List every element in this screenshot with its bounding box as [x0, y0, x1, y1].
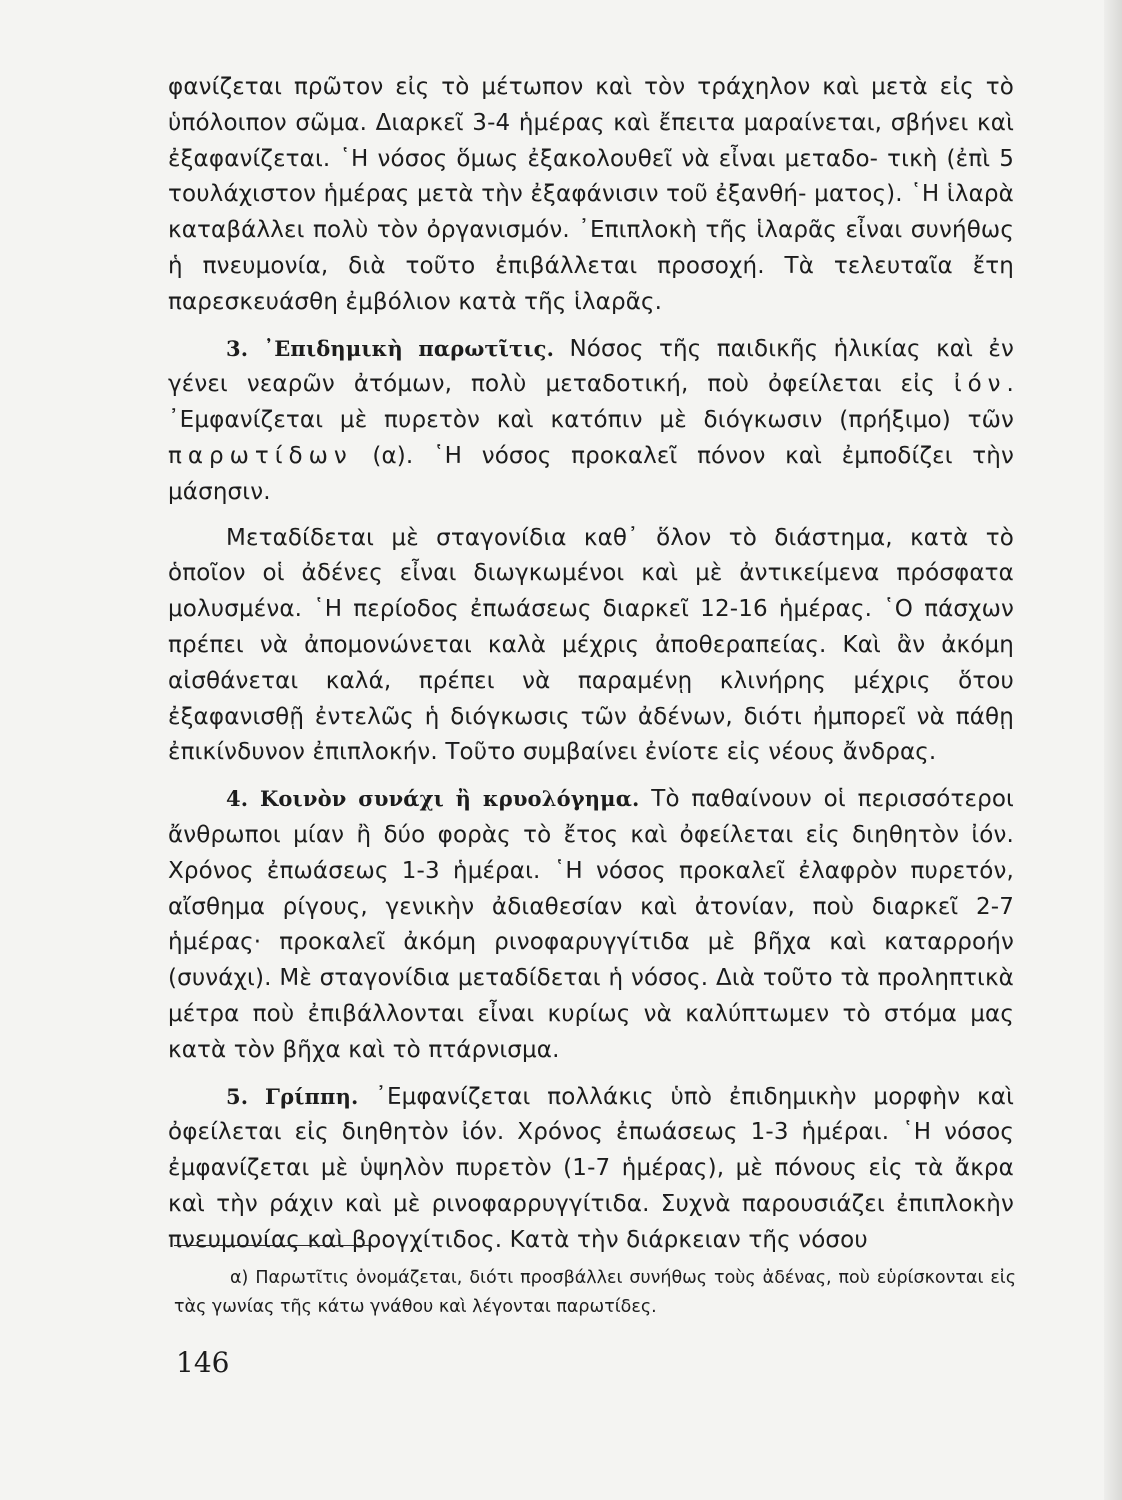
intro-line: φανίζεται πρῶτον εἰς τὸ μέτωπον καὶ τὸν τράχηλον καὶ μετὰ εἰς — [168, 74, 974, 100]
section-3-text: . ᾿Εμφανίζεται μὲ πυρετὸν καὶ κατόπιν μὲ διόγκωσιν (πρήξιμο) τῶν — [168, 371, 1014, 434]
page-body — [168, 70, 1014, 1259]
footnote-rule — [174, 1245, 372, 1246]
section-3-paragraph — [168, 331, 1014, 511]
page-number: 146 — [176, 1346, 230, 1379]
section-4-text: Τὸ παθαίνουν οἱ περισσότεροι ἄνθρωποι μίαν ἢ δύο φορὰς τὸ ἔτος καὶ ὀφείλεται εἰς διηθητὸν ἰόν. Χρόνος ἐπωάσεως 1-3 ἡμέραι. ῾Η νόσος προκαλεῖ ἐλαφρὸν πυρετόν, αἴσθημα ρίγους, γενικὴν ἀδιαθεσίαν καὶ ἀτονίαν, ποὺ διαρκεῖ 2-7 ἡμέρας· προκαλεῖ ἀκόμη ρινοφαρυγγίτιδα μὲ βῆχα καὶ καταρροήν (συνάχι). Μὲ σταγονίδια μεταδίδεται ἡ νόσος. Διὰ τοῦτο τὰ προληπτικὰ μέτρα ποὺ ἐπιβάλλονται εἶναι κυρίως νὰ καλύπτωμεν τὸ στόμα μας κατὰ τὸν βῆχα καὶ τὸ πτάρνισμα. — [168, 786, 1014, 1063]
intro-line: ματος). ῾Η ἱλαρὰ καταβάλλει πολὺ τὸν ὀργανισμόν. ᾿Επιπλοκὴ τῆς — [168, 181, 1014, 244]
section-5-heading: 5. Γρίππη. — [226, 1083, 359, 1109]
intro-line: σβήνει καὶ ἐξαφανίζεται. ῾Η νόσος ὅμως ἐξακολουθεῖ νὰ εἶναι μεταδο- — [168, 109, 1014, 172]
page-edge-shadow — [1104, 0, 1122, 1500]
section-4-paragraph — [168, 781, 1014, 1068]
section-3-text: (α). ῾Η νόσος προκαλεῖ πόνον καὶ ἐμποδίζει τὴν μάσησιν. — [168, 442, 1014, 505]
section-5-text: ᾿Εμφανίζεται πολλάκις ὑπὸ ἐπιδημικὴν μορφὴν καὶ ὀφείλεται εἰς διηθητὸν ἰόν. Χρόνος ἐπωάσεως 1-3 ἡμέραι. ῾Η νόσος ἐμφανίζεται μὲ ὑψηλὸν πυρετὸν (1-7 ἡμέρας), μὲ πόνους εἰς τὰ ἄκρα καὶ τὴν ράχιν καὶ μὲ ρινοφαρρυγγίτιδα. Συχνὰ παρουσιάζει ἐπιπλοκὴν πνευμονίας καὶ βρογχίτιδος. Κατὰ τὴν διάρκειαν τῆς νόσου — [168, 1083, 1014, 1253]
section-5-paragraph — [168, 1079, 1014, 1259]
intro-line: ἱλαρᾶς εἶναι συνήθως ἡ πνευμονία, διὰ τοῦτο ἐπιβάλλεται προσοχή. — [168, 217, 1014, 279]
intro-line: τικὴ (ἐπὶ 5 τουλάχιστον ἡμέρας μετὰ τὴν ἐξαφάνισιν τοῦ ἐξανθή- — [168, 145, 1015, 208]
intro-line: Τὰ τελευταῖα ἔτη παρεσκευάσθη ἐμβόλιον κατὰ τῆς ἱλαρᾶς. — [168, 252, 1014, 315]
section-3-text: Νόσος τῆς παιδικῆς ἡλικίας καὶ ἐν γένει νεαρῶν ἀτόμων, πολὺ μεταδοτική, ποὺ ὀφείλεται εἰς — [168, 335, 1014, 398]
section-3-spaced-parotidon: παρωτίδων — [168, 442, 353, 469]
section-4-heading: 4. Κοινὸν συνάχι ἢ κρυολόγημα. — [226, 786, 640, 812]
section-3-paragraph-2: Μεταδίδεται μὲ σταγονίδια καθ᾿ ὅλον τὸ διάστημα, κατὰ τὸ ὁποῖον οἱ ἀδένες εἶναι διωγκωμένοι καὶ μὲ ἀντικείμενα πρόσφατα μολυσμένα. ῾Η περίοδος ἐπωάσεως διαρκεῖ 12-16 ἡμέρας. ῾Ο πάσχων πρέπει νὰ ἀπομονώνεται καλὰ μέχρις ἀποθεραπείας. Καὶ ἂν ἀκόμη αἰσθάνεται καλά, πρέπει νὰ παραμένῃ κλινήρης μέχρις ὅτου ἐξαφανισθῇ ἐντελῶς ἡ διόγκωσις τῶν ἀδένων, διότι ἠμπορεῖ νὰ πάθῃ ἐπικίνδυνον ἐπιπλοκήν. Τοῦτο συμβαίνει ἐνίοτε εἰς νέους ἄνδρας. — [168, 524, 1014, 766]
section-3-heading: 3. ᾿Επιδημικὴ παρωτῖτις. — [226, 335, 555, 361]
footnote-text: α) Παρωτῖτις ὀνομάζεται, διότι προσβάλλει συνήθως τοὺς ἀδένας, ποὺ εὑρίσκονται εἰς τὰς γωνίας τῆς κάτω γνάθου καὶ λέγονται παρωτίδες. — [174, 1268, 1016, 1317]
footnote — [174, 1264, 1016, 1322]
intro-paragraph — [168, 70, 1014, 321]
intro-line: τὸ ὑπόλοιπον σῶμα. Διαρκεῖ 3-4 ἡμέρας καὶ ἔπειτα μαραίνεται, — [168, 74, 1015, 136]
section-3-spaced-ion: ἰόν — [953, 371, 1007, 398]
